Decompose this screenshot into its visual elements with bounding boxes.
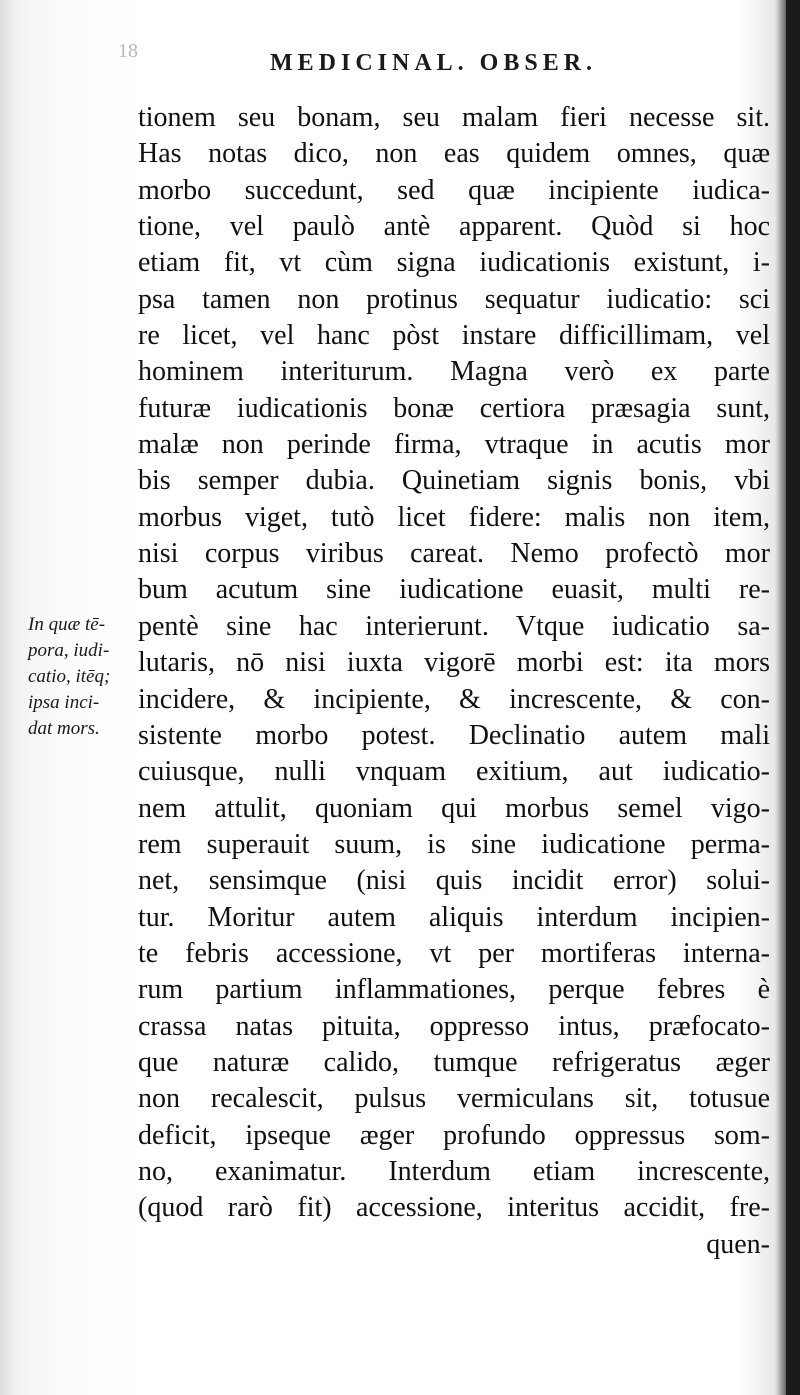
page-number: 18: [118, 40, 138, 62]
text-line: morbo succedunt, sed quæ incipiente iudica-: [138, 174, 770, 206]
marginal-note-line: catio, itēq;: [28, 666, 111, 687]
text-line: rem superauit suum, is sine iudicatione perma-: [138, 828, 770, 860]
text-line: Has notas dico, non eas quidem omnes, quæ: [138, 138, 770, 170]
text-line: pentè sine hac interierunt. Vtque iudicatio sa-: [138, 610, 770, 642]
marginal-note-line: dat mors.: [28, 718, 100, 739]
text-line: rum partium inflammationes, perque febres è: [138, 974, 770, 1006]
text-line: hominem interiturum. Magna verò ex parte: [138, 356, 770, 388]
text-line: lutaris, nō nisi iuxta vigorē morbi est: ita mors: [138, 647, 770, 679]
text-line: no, exanimatur. Interdum etiam increscente,: [138, 1155, 770, 1187]
text-line: net, sensimque (nisi quis incidit error) solui-: [138, 865, 770, 897]
text-line: tione, vel paulò antè apparent. Quòd si hoc: [138, 211, 770, 243]
text-line: que naturæ calido, tumque refrigeratus æger: [138, 1046, 770, 1078]
text-line: crassa natas pituita, oppresso intus, præfocato-: [138, 1010, 770, 1042]
text-line: (quod rarò fit) accessione, interitus accidit, fre-: [138, 1192, 770, 1224]
text-line: tionem seu bonam, seu malam fieri necesse sit.: [138, 102, 770, 133]
marginal-note-line: pora, iudi-: [28, 640, 110, 661]
text-line: bis semper dubia. Quinetiam signis bonis, vbi: [138, 465, 770, 497]
text-line: psa tamen non protinus sequatur iudicatio: sci: [138, 283, 770, 315]
text-line: deficit, ipseque æger profundo oppressus som-: [138, 1119, 770, 1151]
marginal-note-line: ipsa inci-: [28, 692, 100, 713]
text-line: non recalescit, pulsus vermiculans sit, totusue: [138, 1083, 770, 1115]
text-line: tur. Moritur autem aliquis interdum incipien-: [138, 901, 770, 933]
text-line: sistente morbo potest. Declinatio autem mali: [138, 719, 770, 751]
page-gutter-shadow: [786, 0, 800, 1395]
text-line: incidere, & incipiente, & increscente, & con-: [138, 683, 770, 715]
text-line: cuiusque, nulli vnquam exitium, aut iudicatio-: [138, 756, 770, 788]
text-line: etiam fit, vt cùm signa iudicationis existunt, i-: [138, 247, 770, 279]
text-line: malæ non perinde firma, vtraque in acutis mor: [138, 429, 770, 461]
text-line: re licet, vel hanc pòst instare difficillimam, vel: [138, 320, 770, 352]
marginal-note: [28, 612, 132, 742]
body-text: [138, 100, 770, 1263]
text-line: futuræ iudicationis bonæ certiora præsagia sunt,: [138, 392, 770, 424]
text-line: te febris accessione, vt per mortiferas interna-: [138, 937, 770, 969]
marginal-note-line: In quæ tē-: [28, 614, 106, 635]
catchword: quen-: [706, 1228, 770, 1260]
text-line: bum acutum sine iudicatione euasit, multi re-: [138, 574, 770, 606]
running-head: MEDICINAL. OBSER.: [270, 50, 598, 76]
text-line: nem attulit, quoniam qui morbus semel vigo-: [138, 792, 770, 824]
text-line: nisi corpus viribus careat. Nemo profectò mor: [138, 538, 770, 570]
text-line: morbus viget, tutò licet fidere: malis non item,: [138, 501, 770, 533]
